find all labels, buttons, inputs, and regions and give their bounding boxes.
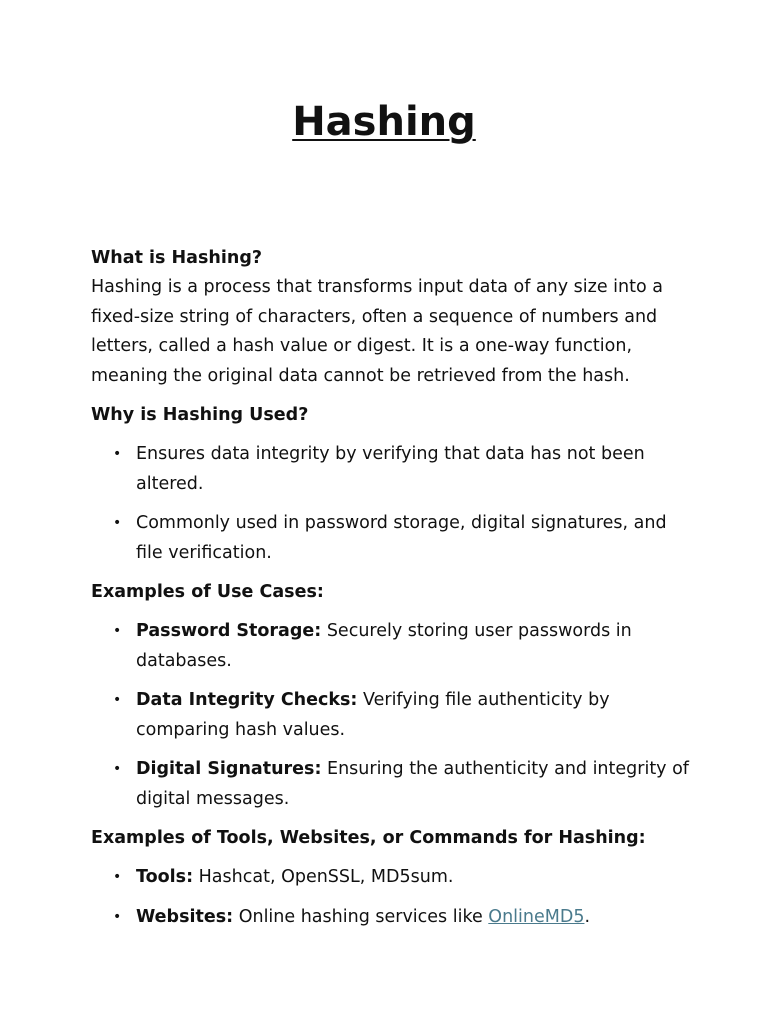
list-item (91, 617, 691, 676)
document-body (91, 244, 691, 942)
list-item (91, 440, 691, 499)
bullet-icon: • (113, 515, 122, 532)
bullet-icon: • (113, 869, 122, 886)
list-item-label: Digital Signatures: (136, 759, 322, 780)
section-body-what: Hashing is a process that transforms input data of any size into a fixed-size string of characters, often a sequence of numbers and letters, called a hash value or digest. It is a one-way function, meaning the original data cannot be retrieved from the hash. (91, 277, 663, 386)
list-item-label: Tools: (136, 867, 194, 888)
bullet-icon: • (113, 623, 122, 640)
section-heading-why: Why is Hashing Used? (91, 405, 309, 426)
list-item-text: Commonly used in password storage, digital signatures, and file verification. (136, 513, 667, 563)
list-item-text: Online hashing services like (233, 906, 489, 927)
list-item-text-end: . (584, 906, 591, 927)
bullet-icon: • (113, 446, 122, 463)
list-item (91, 903, 691, 932)
list-item (91, 755, 691, 814)
onlinemd5-link[interactable]: OnlineMD5 (488, 906, 585, 927)
use-cases-list (91, 617, 691, 813)
list-item (91, 863, 691, 892)
list-item-text: Hashcat, OpenSSL, MD5sum. (193, 867, 454, 888)
why-list (91, 440, 691, 568)
list-item-text: Securely storing user passwords in databases. (136, 621, 632, 671)
list-item (91, 686, 691, 745)
page-title (0, 96, 768, 148)
section-heading-use-cases: Examples of Use Cases: (91, 582, 324, 603)
list-item-label: Password Storage: (136, 621, 322, 642)
list-item-text: Ensures data integrity by verifying that data has not been altered. (136, 444, 645, 494)
bullet-icon: • (113, 692, 122, 709)
list-item-label: Websites: (136, 906, 234, 927)
tools-list (91, 863, 691, 932)
section-heading-tools: Examples of Tools, Websites, or Commands for Hashing: (91, 827, 646, 848)
section-heading-what: What is Hashing? (91, 248, 263, 268)
list-item (91, 509, 691, 568)
page-title-text: Hashing (292, 99, 476, 145)
bullet-icon: • (113, 908, 122, 925)
bullet-icon: • (113, 761, 122, 778)
list-item-text: Ensuring the authenticity and integrity of digital messages. (136, 759, 689, 809)
list-item-text: Verifying file authenticity by comparing hash values. (136, 690, 610, 740)
list-item-label: Data Integrity Checks: (136, 690, 358, 711)
